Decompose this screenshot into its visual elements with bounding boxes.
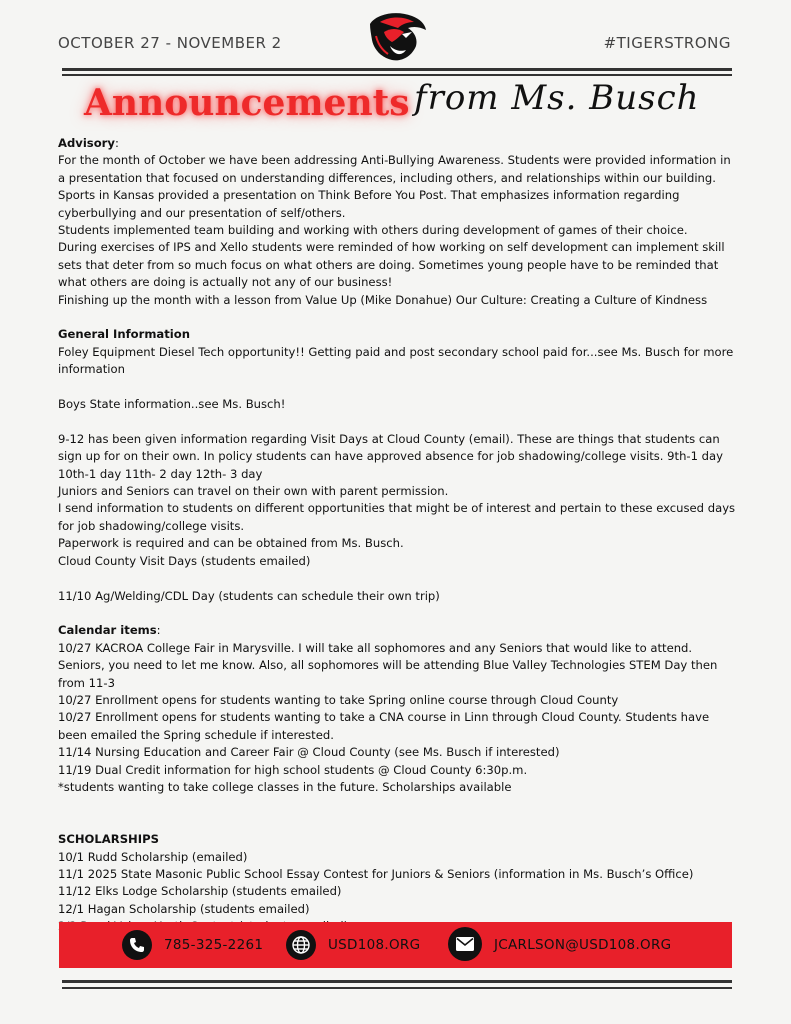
header-hashtag: #TIGERSTRONG <box>603 34 731 52</box>
envelope-icon <box>448 927 482 961</box>
ag-day-item: 11/10 Ag/Welding/CDL Day (students can schedule their own trip) <box>58 588 440 603</box>
phone-icon <box>122 930 152 960</box>
advisory-paragraph: During exercises of IPS and Xello students were reminded of how working on self development can implement skill sets that deter from so much focus on what others are doing. Sometimes young people have to be reminded that what others are doing is actually not any of our business! <box>58 240 725 290</box>
email-link[interactable]: JCARLSON@USD108.ORG <box>494 937 672 953</box>
calendar-item: 11/14 Nursing Education and Career Fair @ Cloud County (see Ms. Busch if interested) <box>58 745 560 760</box>
header-divider-thin <box>62 74 732 76</box>
calendar-item: *students wanting to take college classes in the future. Scholarships available <box>58 779 512 794</box>
website-contact[interactable] <box>286 930 420 960</box>
email-contact[interactable] <box>448 930 671 960</box>
website-link[interactable]: USD108.ORG <box>328 937 421 953</box>
advisory-heading: Advisory <box>58 136 115 150</box>
visit-days-line: Paperwork is required and can be obtained from Ms. Busch. <box>58 536 404 551</box>
advisory-paragraph: Students implemented team building and working with others during development of games of their choice. <box>58 223 688 238</box>
scholarship-item: 11/12 Elks Lodge Scholarship (students emailed) <box>58 884 342 899</box>
visit-days-line: I send information to students on different opportunities that might be of interest and pertain to these excused days for job shadowing/college visits. <box>58 501 736 533</box>
scholarships-heading: SCHOLARSHIPS <box>58 832 159 847</box>
advisory-paragraph: Finishing up the month with a lesson from Value Up (Mike Donahue) Our Culture: Creating a Culture of Kindness <box>58 292 708 307</box>
advisory-paragraph: For the month of October we have been addressing Anti-Bullying Awareness. Students were provided information in a presentation that focused on understanding differences, including others, and relationships within our building. <box>58 153 731 185</box>
phone-contact[interactable] <box>122 930 263 960</box>
general-heading: General Information <box>58 327 190 342</box>
phone-number[interactable]: 785-325-2261 <box>164 937 264 953</box>
footer-divider-thin <box>62 987 732 989</box>
advisory-paragraph: Sports in Kansas provided a presentation on Think Before You Post. That emphasizes information regarding cyberbullying and our presentation of self/others. <box>58 188 680 220</box>
scholarship-item: 10/1 Rudd Scholarship (emailed) <box>58 849 248 864</box>
foley-item: Foley Equipment Diesel Tech opportunity!! Getting paid and post secondary school paid for...see Ms. Busch for more information <box>58 344 734 377</box>
calendar-item: 11/19 Dual Credit information for high school students @ Cloud County 6:30p.m. <box>58 762 528 777</box>
footer-divider <box>62 980 732 983</box>
tiger-head-icon <box>362 10 428 64</box>
scholarship-item: 11/1 2025 State Masonic Public School Essay Contest for Juniors & Seniors (information in Ms. Busch’s Office) <box>58 866 694 881</box>
header-divider <box>62 68 732 71</box>
calendar-heading: Calendar items <box>58 623 157 638</box>
visit-days-line: 9-12 has been given information regarding Visit Days at Cloud County (email). These are things that students can sign up for on their own. In policy students can have approved absence for job shadowing/college visits. 9th-1 day 10th-1 day 11th- 2 day 12th- 3 day <box>58 431 724 481</box>
header-dates: OCTOBER 27 - NOVEMBER 2 <box>58 34 282 52</box>
page-subtitle: from Ms. Busch <box>414 78 700 118</box>
visit-days-line: Juniors and Seniors can travel on their own with parent permission. <box>58 484 449 499</box>
announcements-body <box>58 135 738 936</box>
calendar-heading-line: Calendar items: <box>58 623 161 638</box>
visit-days-line: Cloud County Visit Days (students emailed) <box>58 553 311 568</box>
advisory-heading-line: Advisory: <box>58 136 119 150</box>
boys-state-item: Boys State information..see Ms. Busch! <box>58 397 286 412</box>
page-title: Announcements <box>84 82 410 124</box>
scholarship-item: 12/1 Hagan Scholarship (students emailed) <box>58 901 310 916</box>
calendar-item: 10/27 Enrollment opens for students wanting to take a CNA course in Linn through Cloud County. Students have been emailed the Spring schedule if interested. <box>58 710 710 742</box>
calendar-item: 10/27 KACROA College Fair in Marysville. I will take all sophomores and any Seniors that would like to attend. Seniors, you need to let me know. Also, all sophomores will be attending Blue Valley Technologies STEM Day then from 11-3 <box>58 640 718 690</box>
calendar-item: 10/27 Enrollment opens for students wanting to take Spring online course through Cloud County <box>58 692 619 707</box>
globe-icon <box>286 930 316 960</box>
contact-bar <box>59 922 732 968</box>
